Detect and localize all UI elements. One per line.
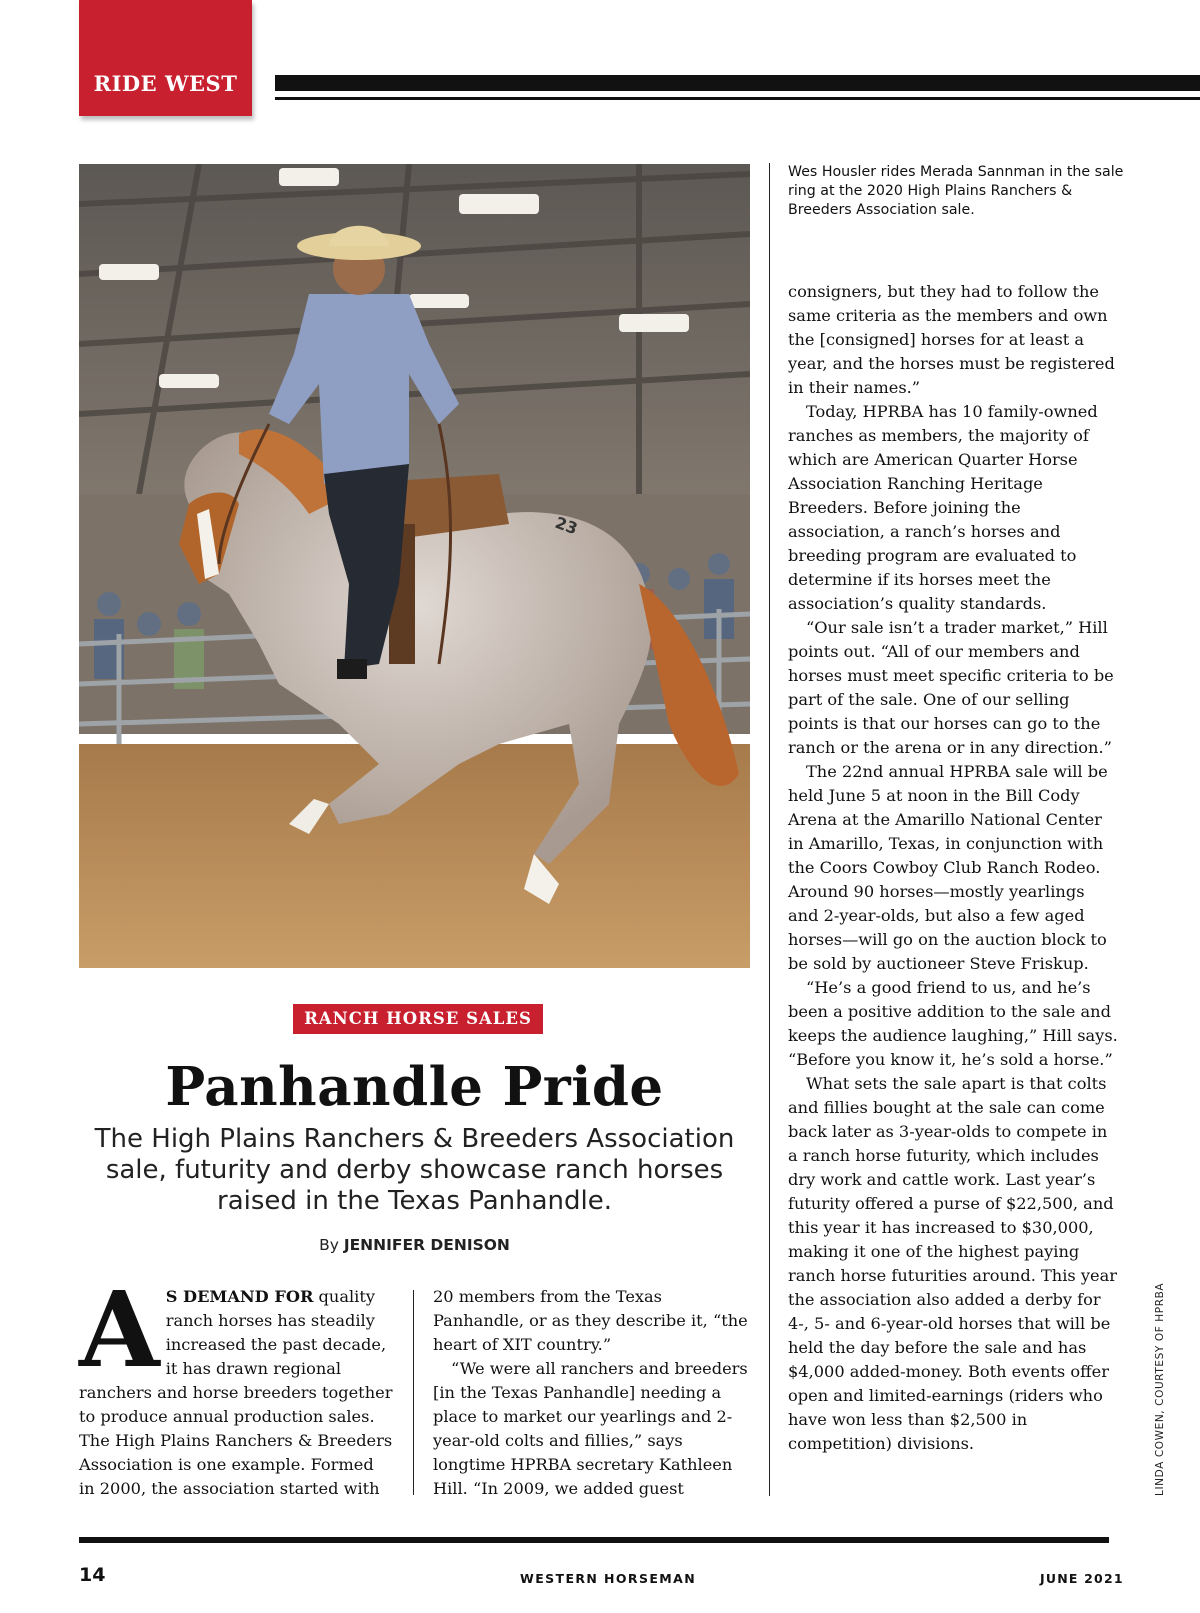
section-label: RIDE WEST <box>93 71 238 96</box>
body-column-1 <box>79 1268 393 1501</box>
body-column-2 <box>433 1285 753 1501</box>
paragraph: “He’s a good friend to us, and he’s been a positive addition to the sale and keeps the audience laughing,” Hill says. “Before you know it, he’s sold a horse.” <box>788 978 1118 1069</box>
rider-on-horse-illustration <box>79 164 750 968</box>
article-photo <box>79 164 750 968</box>
body-column-3 <box>788 280 1118 1456</box>
paragraph: consigners, but they had to follow the same criteria as the members and own the [consigned] horses for at least a year, and the horses must be registered in their names.” <box>788 282 1115 397</box>
photo-credit <box>1150 1282 1166 1500</box>
author-name: JENNIFER DENISON <box>343 1236 510 1254</box>
paragraph: “Our sale isn’t a trader market,” Hill points out. “All of our members and horses must meet specific criteria to be part of the sale. One of our selling points is that our horses can go to the ranch or the arena or in any direction.” <box>788 618 1114 757</box>
paragraph: Today, HPRBA has 10 family-owned ranches as members, the majority of which are American Quarter Horse Association Ranching Heritage Breeders. Before joining the association, a ranch’s horses and breeding program are evaluated to determine if its horses meet the association’s quality standards. <box>788 402 1098 613</box>
photo-caption: Wes Housler rides Merada Sannman in the sale ring at the 2020 High Plains Ranchers & Breeders Association sale. <box>788 164 1124 218</box>
paragraph: “We were all ranchers and breeders [in the Texas Panhandle] needing a place to market our yearlings and 2-year-old colts and fillies,” says longtime HPRBA secretary Kathleen Hill. “In 2009, we added guest <box>433 1359 748 1498</box>
column-divider-1 <box>413 1290 414 1495</box>
page-number: 14 <box>79 1564 106 1586</box>
byline-prefix: By <box>319 1236 339 1254</box>
photo-credit-text: LINDA COWEN, COURTESY OF HPRBA <box>1154 1282 1166 1496</box>
paragraph: quality ranch horses has steadily increased the past decade, it has drawn regional ranchers and horse breeders together to produce annual production sales. The High Plains Ranchers & Breeders Association is one example. Formed in 2000, the association started with <box>79 1287 393 1498</box>
lead-in: S DEMAND FOR <box>165 1287 314 1306</box>
column-divider-2 <box>769 163 770 1496</box>
header-rule <box>275 75 1200 91</box>
section-tab <box>79 0 252 116</box>
footer-rule <box>79 1537 1109 1543</box>
issue-date: JUNE 2021 <box>1040 1571 1124 1586</box>
paragraph: The 22nd annual HPRBA sale will be held June 5 at noon in the Bill Cody Arena at the Amarillo National Center in Amarillo, Texas, in conjunction with the Coors Cowboy Club Ranch Rodeo. Around 90 horses—mostly yearlings and 2-year-olds, but also a few aged horses—will go on the auction block to be sold by auctioneer Steve Friskup. <box>788 762 1108 973</box>
hip-number: 23 <box>552 512 581 539</box>
magazine-name: WESTERN HORSEMAN <box>520 1571 697 1586</box>
headline: Panhandle Pride <box>165 1056 664 1118</box>
story-kicker: RANCH HORSE SALES <box>293 1004 543 1034</box>
paragraph: What sets the sale apart is that colts and fillies bought at the sale can come back later as 3-year-olds to compete in a ranch horse futurity, which includes dry work and cattle work. Last year’s futurity offered a purse of $22,500, and this year it has increased to $30,000, making it one of the highest paying ranch horse futurities around. This year the association also added a derby for 4-, 5- and 6-year-old horses that will be held the day before the sale and has $4,000 added-money. Both events offer open and limited-earnings (riders who have won less than $2,500 in competition) divisions. <box>788 1074 1117 1453</box>
deck: The High Plains Ranchers & Breeders Association sale, futurity and derby showcase ranch horses raised in the Texas Panhandle. <box>94 1124 735 1216</box>
byline <box>79 1236 750 1254</box>
header-rule-thin <box>275 97 1200 100</box>
drop-cap: A <box>79 1268 160 1391</box>
paragraph: 20 members from the Texas Panhandle, or as they describe it, “the heart of XIT country.” <box>433 1287 748 1354</box>
